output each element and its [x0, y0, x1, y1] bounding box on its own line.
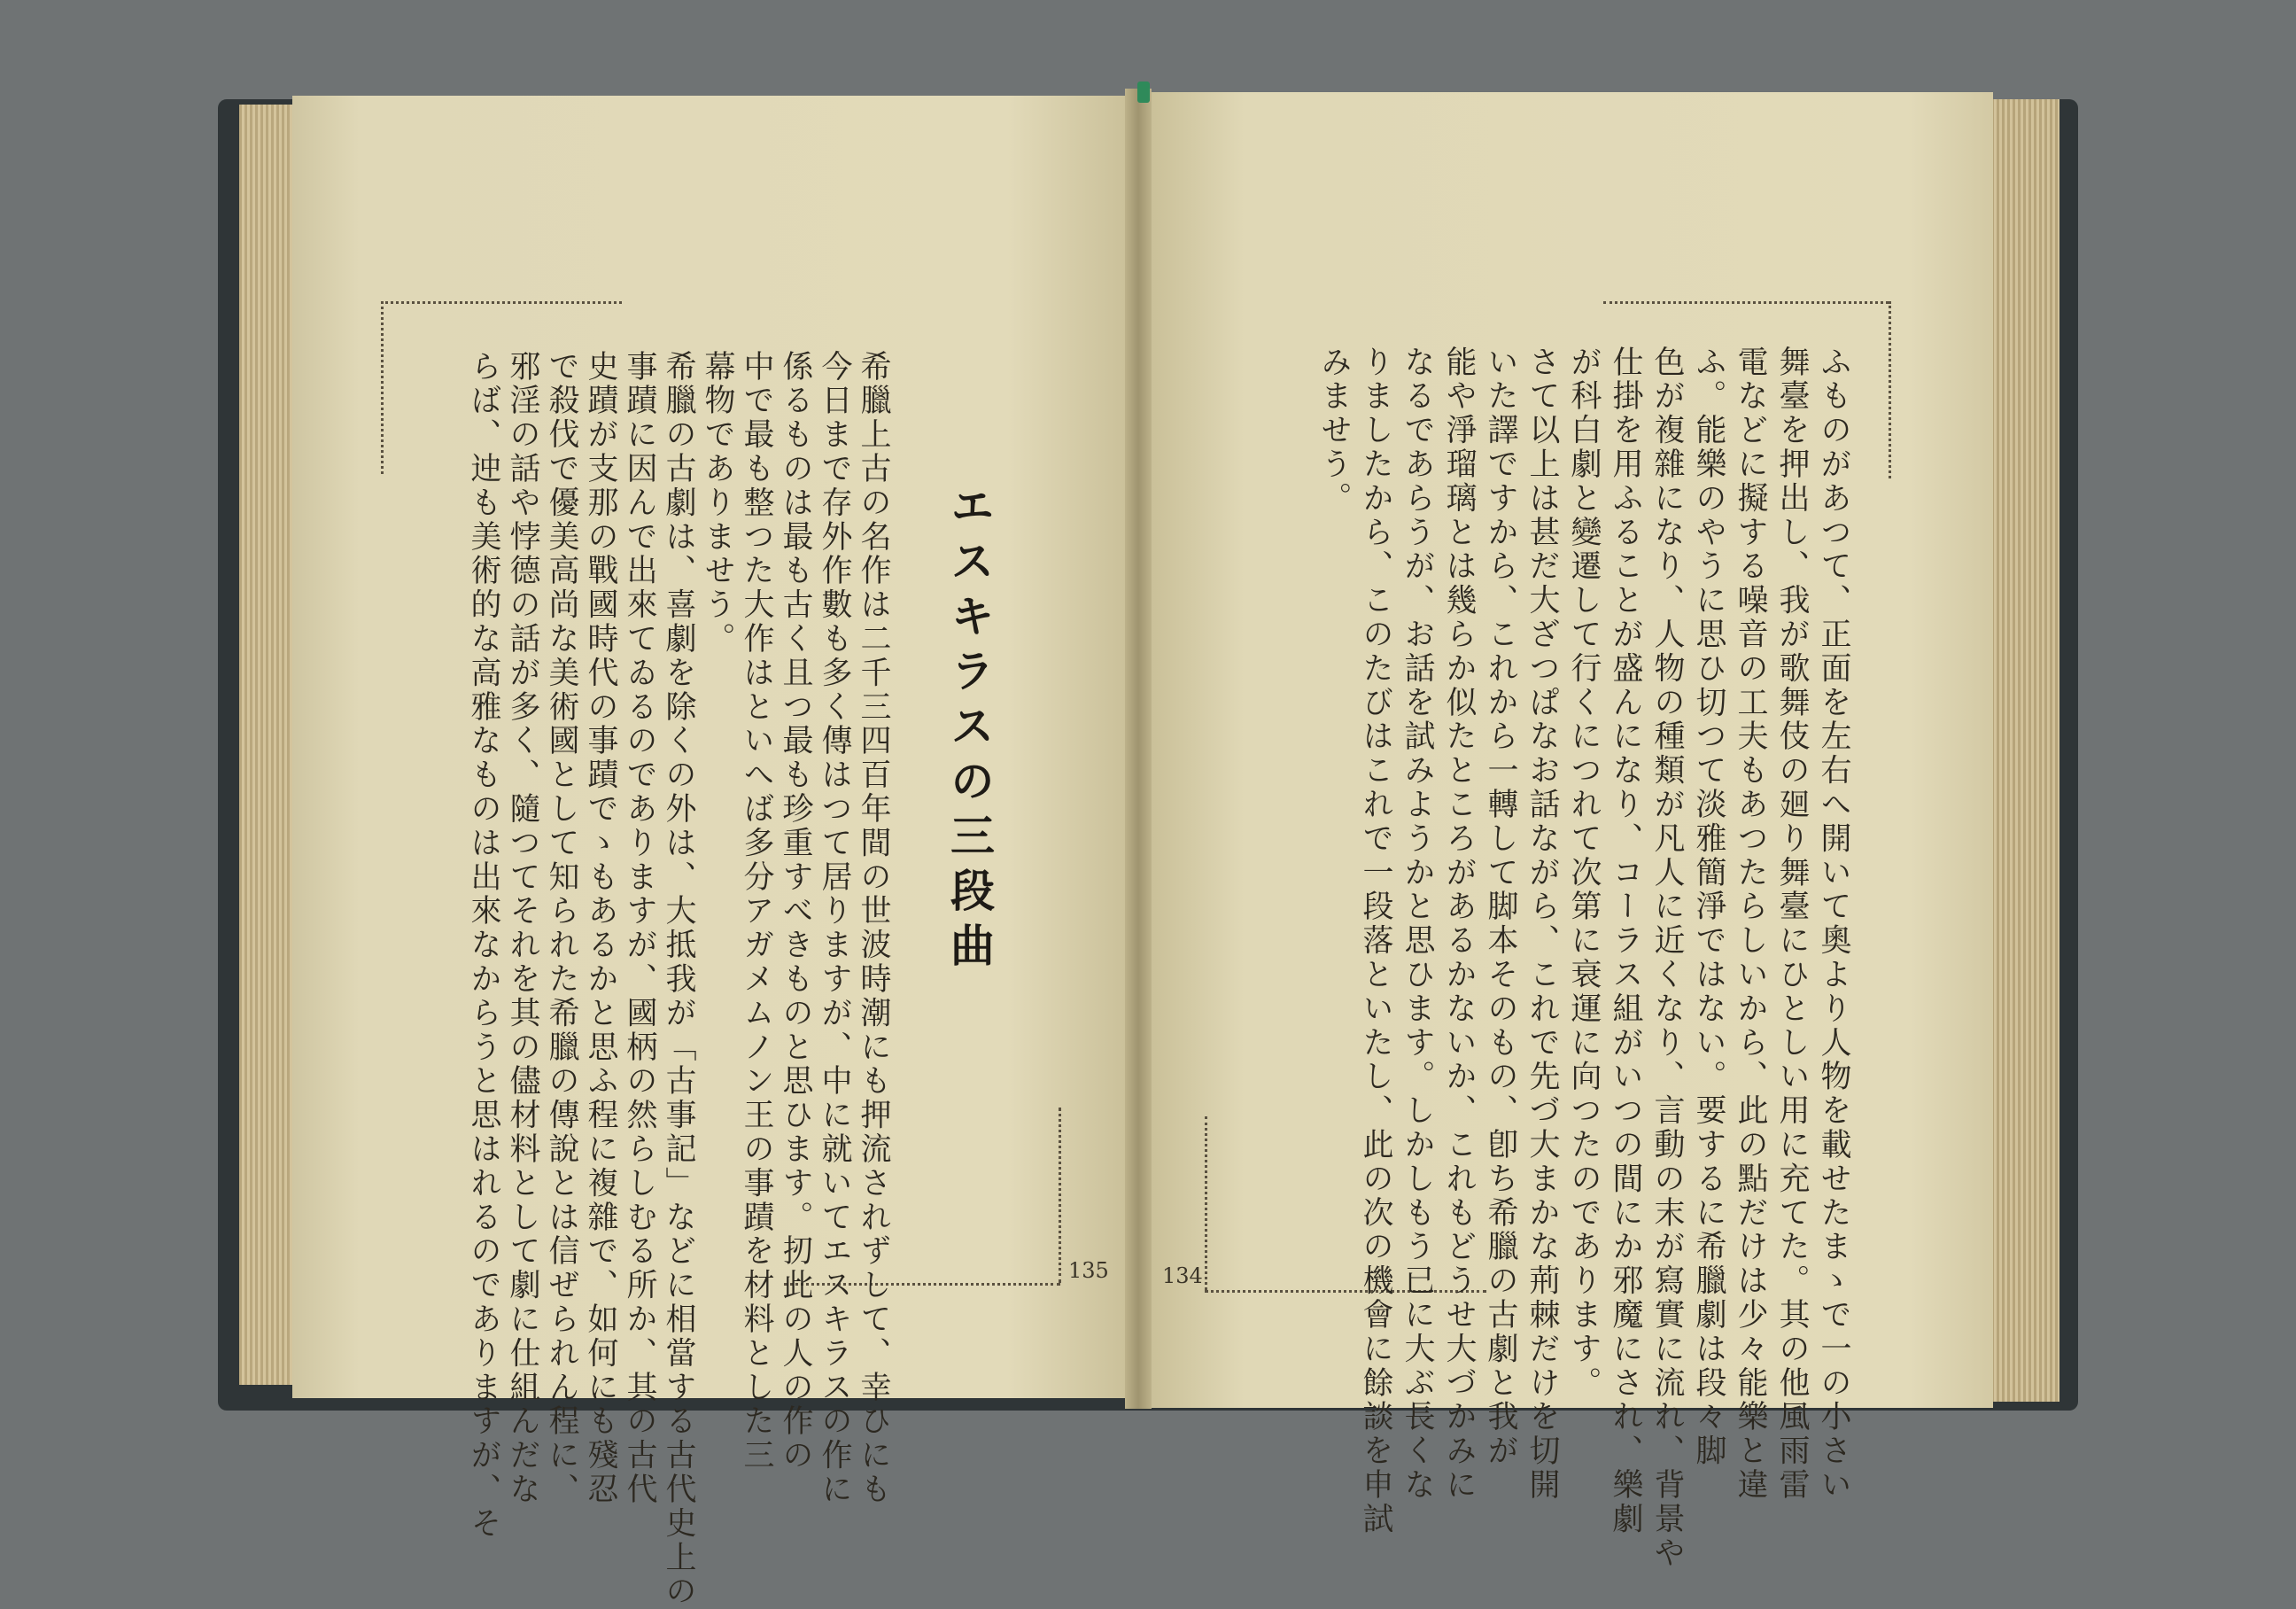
right-col-10: 能や淨瑠璃とは幾らか似たところがあるかないか、これもどうせ大づかみに [1441, 346, 1477, 1503]
left-col-3: 係るものは最も古く且つ最も珍重すべきものと思ひます。扨此の人の作の [778, 350, 813, 1473]
chapter-title: エスキラスの三段曲 [943, 483, 996, 977]
left-col-9: で殺伐で優美高尚な美術國として知られた希臘の傳說とは信ぜられん程に、 [544, 350, 579, 1507]
right-page-edges [1989, 99, 2059, 1402]
left-col-8: 史蹟が支那の戰國時代の事蹟でゝもあるかと思ふ程に複雜で、如何にも殘忍 [583, 350, 618, 1507]
left-col-6: 希臘の古劇は、喜劇を除くの外は、大抵我が「古事記」などに相當する古代史上の [661, 350, 696, 1609]
right-frame-side [1889, 301, 1891, 478]
bookmark-ribbon [1137, 82, 1150, 103]
right-col-8: さて以上は甚だ大ざつぱなお話ながら、これで先づ大まかな荊棘だけを切開 [1524, 346, 1560, 1503]
left-col-10: 邪淫の話や悖德の話が多く、隨つてそれを其の儘材料として劇に仕組んだな [505, 350, 540, 1507]
right-col-13: みませう。 [1316, 346, 1352, 516]
right-col-3: 電などに擬する噪音の工夫もあつたらしいから、此の點だけは少々能樂と違 [1733, 346, 1768, 1503]
left-col-1: 希臘上古の名作は二千三四百年間の世波時潮にも押流されずして、幸ひにも [856, 350, 891, 1507]
right-col-2: 舞臺を押出し、我が歌舞伎の廻り舞臺にひとしい用に充てた。其の他風雨雷 [1774, 346, 1810, 1503]
right-col-1: ふものがあつて、正面を左右へ開いて奧より人物を載せたまゝで一の小さい [1816, 346, 1851, 1503]
left-col-4: 中で最も整つた大作はといへば多分アガメムノン王の事蹟を材料とした三 [739, 350, 774, 1473]
left-frame-side-bottom [1059, 1108, 1061, 1283]
right-col-7: が科白劇と變遷して行くにつれて次第に衰運に向つたのであります。 [1566, 346, 1602, 1401]
book-gutter [1125, 89, 1152, 1409]
right-col-9: いた譯ですから、これから一轉して脚本そのもの、卽ち希臘の古劇と我が [1483, 346, 1518, 1469]
left-frame-top [381, 301, 622, 304]
left-col-11: らば、迚も美術的な高雅なものは出來なからうと思はれるのでありますが、そ [466, 350, 501, 1541]
right-frame-top [1603, 301, 1889, 304]
right-col-4: ふ。能樂のやうに思ひ切つて淡雅簡淨ではない。要するに希臘劇は段々脚 [1691, 346, 1726, 1469]
left-page-number: 135 [1068, 1258, 1109, 1283]
right-col-6: 仕掛を用ふることが盛んになり、コーラス組がいつの間にか邪魔にされ、樂劇 [1608, 346, 1643, 1536]
right-frame-side-bottom [1205, 1116, 1207, 1290]
right-page-number: 134 [1162, 1263, 1203, 1288]
left-col-5: 幕物でありませう。 [700, 350, 735, 657]
right-col-5: 色が複雜になり、人物の種類が凡人に近くなり、言動の末が寫實に流れ、背景や [1649, 346, 1685, 1571]
right-col-11: なるであらうが、お話を試みようかと思ひます。しかしもう已に大ぶ長くな [1400, 346, 1435, 1503]
right-col-12: りましたから、このたびはこれで一段落といたし、此の次の機會に餘談を申試 [1358, 346, 1393, 1536]
left-col-2: 今日まで存外作數も多く傳はつて居りますが、中に就いてエスキラスの作に [817, 350, 852, 1507]
left-col-7: 事蹟に因んで出來てゐるのでありますが、國柄の然らしむる所か、其の古代 [622, 350, 657, 1507]
left-page [292, 96, 1134, 1398]
left-frame-side [381, 301, 384, 474]
